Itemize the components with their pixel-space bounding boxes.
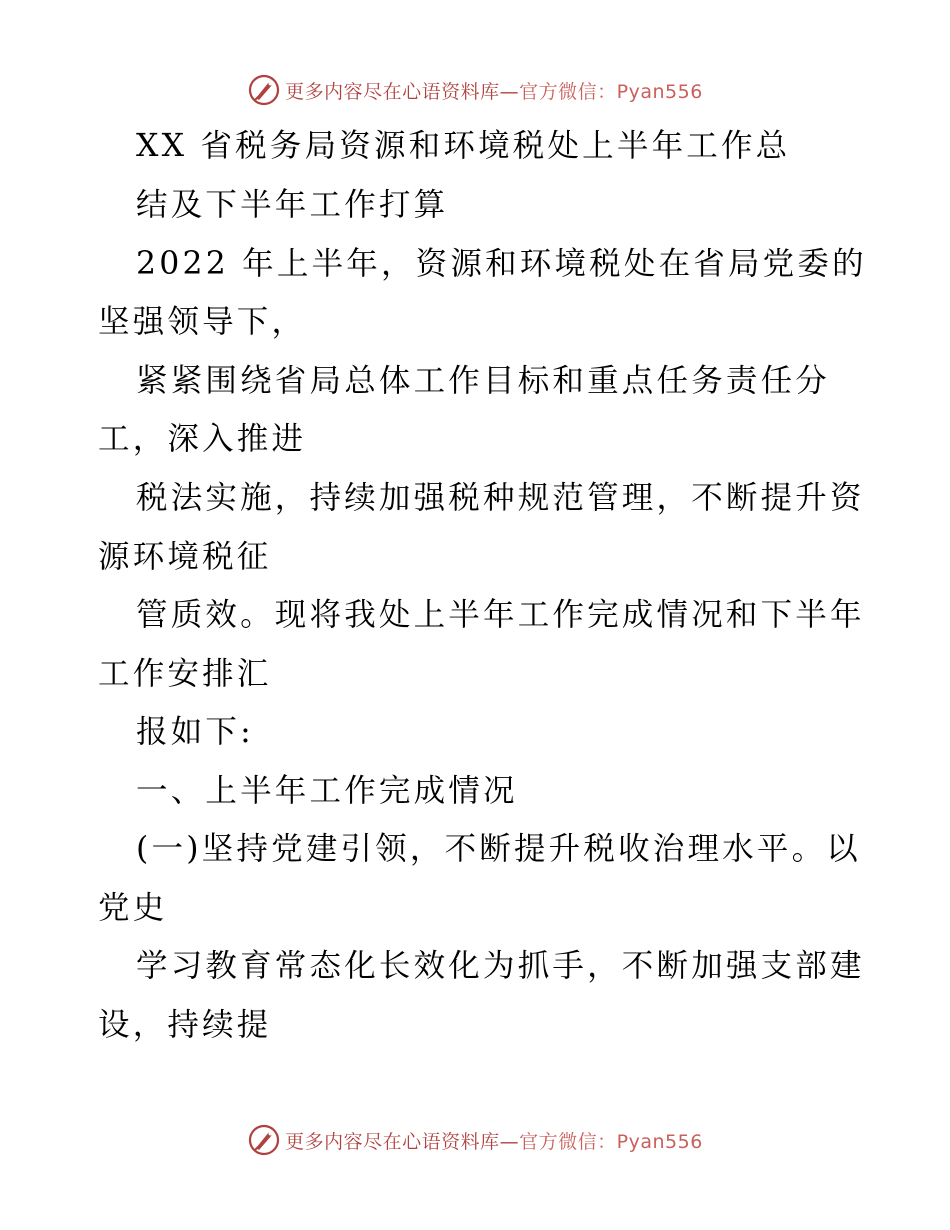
watermark-separator: —	[499, 1130, 520, 1153]
document-title-line-2: 结及下半年工作打算	[136, 187, 449, 223]
paragraph-line: 党史	[98, 890, 168, 926]
paragraph-line: 工作安排汇	[98, 656, 272, 692]
paragraph-line: 2022 年上半年，资源和环境税处在省局党委的	[136, 246, 867, 282]
quill-logo-icon	[247, 1123, 281, 1157]
paragraph-line: 坚强领导下，	[98, 304, 307, 340]
watermark-separator: —	[499, 80, 520, 103]
paragraph-line: 源环境税征	[98, 539, 272, 575]
watermark-text: 更多内容尽在心语资料库	[285, 80, 500, 103]
watermark-contact: 官方微信：Pyan556	[519, 80, 703, 103]
paragraph-line: 工，深入推进	[98, 421, 307, 457]
watermark-text: 更多内容尽在心语资料库	[285, 1130, 500, 1153]
header-watermark	[0, 70, 950, 110]
watermark-contact: 官方微信：Pyan556	[519, 1130, 703, 1153]
paragraph-line: 报如下:	[136, 714, 254, 750]
paragraph-line: 学习教育常态化长效化为抓手，不断加强支部建	[136, 948, 865, 984]
quill-logo-icon	[247, 73, 281, 107]
paragraph-line: 紧紧围绕省局总体工作目标和重点任务责任分	[136, 363, 831, 399]
paragraph-line: 管质效。现将我处上半年工作完成情况和下半年	[136, 597, 865, 633]
subsection-heading: (一)坚持党建引领，不断提升税收治理水平。以	[136, 831, 861, 867]
document-title-line-1: XX 省税务局资源和环境税处上半年工作总	[136, 128, 791, 164]
footer-watermark	[0, 1120, 950, 1160]
section-heading: 一、上半年工作完成情况	[136, 773, 518, 809]
paragraph-line: 税法实施，持续加强税种规范管理，不断提升资	[136, 480, 865, 516]
paragraph-line: 设，持续提	[98, 1007, 272, 1043]
